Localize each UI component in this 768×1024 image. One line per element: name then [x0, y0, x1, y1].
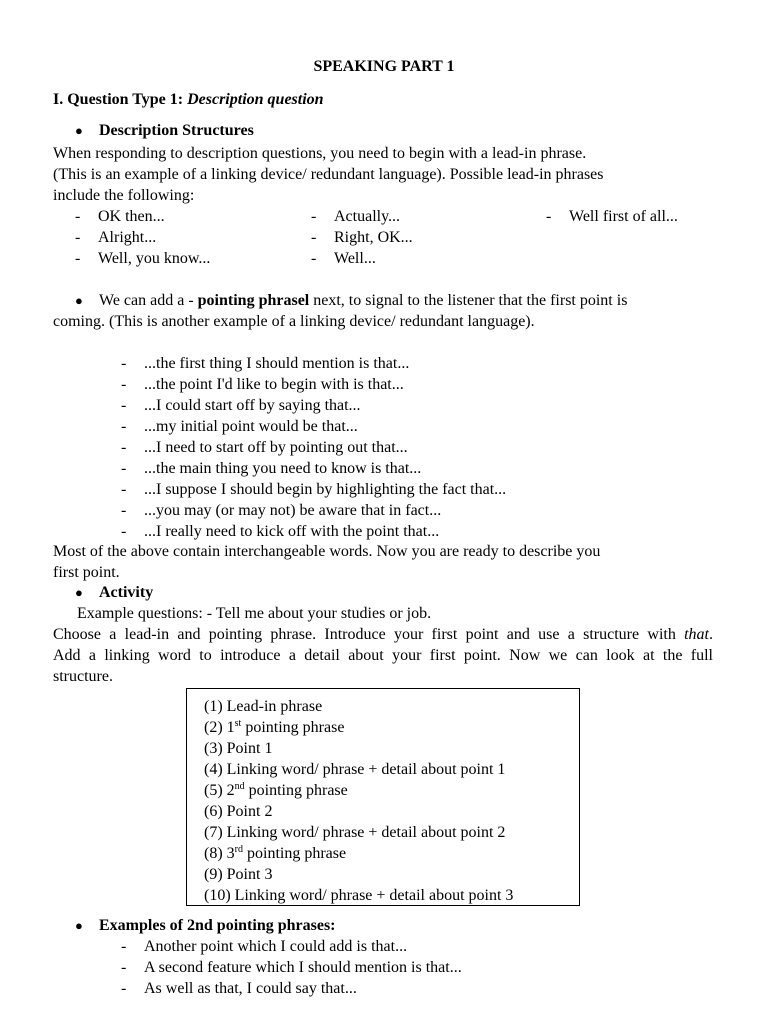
dash-marker: - — [121, 980, 127, 997]
dash-marker: - — [121, 376, 127, 393]
dash-marker: - — [121, 523, 127, 540]
bullet-icon: ● — [75, 918, 83, 933]
ordinal-suffix: nd — [234, 781, 245, 792]
section-heading-2nd-pointing-phrases: Examples of 2nd pointing phrases: — [99, 917, 336, 934]
dash-marker: - — [546, 208, 552, 225]
structure-item-post: pointing phrase — [244, 782, 348, 799]
paragraph-line: structure. — [53, 668, 113, 685]
structure-item-post: pointing phrase — [241, 719, 345, 736]
lead-in-item: Right, OK... — [334, 229, 413, 246]
structure-item: (7) Linking word/ phrase + detail about point 2 — [204, 824, 506, 841]
dash-marker: - — [311, 208, 317, 225]
heading-prefix: I. Question Type 1: — [53, 91, 188, 108]
dash-marker: - — [75, 229, 81, 246]
paragraph-line: first point. — [53, 564, 120, 581]
lead-in-item: Well first of all... — [569, 208, 678, 225]
activity-line1-pre: Choose a lead-in and pointing phrase. Introduce your first point and use a structure with — [53, 626, 685, 643]
structure-item — [204, 717, 344, 738]
ordinal-suffix: st — [234, 718, 242, 729]
pointing-phrase-item: ...I could start off by saying that... — [144, 397, 361, 414]
activity-line1-italic: that — [684, 626, 709, 643]
structure-item: (9) Point 3 — [204, 866, 273, 883]
dash-marker: - — [121, 938, 127, 955]
bullet-icon: ● — [75, 585, 83, 600]
paragraph-line: Add a linking word to introduce a detail about your first point. Now we can look at the full — [53, 647, 713, 664]
dash-marker: - — [121, 481, 127, 498]
dash-marker: - — [121, 397, 127, 414]
pointing-phrase-item: ...the main thing you need to know is that... — [144, 460, 422, 477]
dash-marker: - — [121, 502, 127, 519]
structure-item: (1) Lead-in phrase — [204, 698, 323, 715]
example-phrase-item: A second feature which I should mention is that... — [144, 959, 462, 976]
dash-marker: - — [75, 250, 81, 267]
structure-item-pre: (8) 3 — [204, 845, 235, 862]
dash-marker: - — [121, 460, 127, 477]
heading-italic: Description question — [187, 91, 324, 108]
dash-marker: - — [121, 418, 127, 435]
pointing-phrase-item: ...I really need to kick off with the point that... — [144, 523, 440, 540]
paragraph-line: Most of the above contain interchangeable words. Now you are ready to describe you — [53, 543, 601, 560]
page-title: SPEAKING PART 1 — [313, 58, 455, 75]
structure-item-pre: (2) 1 — [204, 719, 235, 736]
pointing-phrase-item: ...you may (or may not) be aware that in fact... — [144, 502, 442, 519]
pointing-phrase-item: ...I suppose I should begin by highlighting the fact that... — [144, 481, 507, 498]
activity-line1-post: . — [709, 626, 713, 643]
intro-pre: We can add a - — [99, 292, 198, 309]
paragraph-line: When responding to description questions, you need to begin with a lead-in phrase. — [53, 145, 587, 162]
ordinal-suffix: rd — [234, 844, 243, 855]
bullet-icon: ● — [75, 293, 83, 308]
paragraph-line: coming. (This is another example of a linking device/ redundant language). — [53, 313, 535, 330]
dash-marker: - — [75, 208, 81, 225]
dash-marker: - — [121, 439, 127, 456]
lead-in-item: Well... — [334, 250, 376, 267]
example-phrase-item: As well as that, I could say that... — [144, 980, 357, 997]
structure-box — [186, 688, 580, 906]
lead-in-item: OK then... — [98, 208, 165, 225]
example-question: Example questions: - Tell me about your studies or job. — [77, 605, 432, 622]
pointing-phrase-item: ...the first thing I should mention is that... — [144, 355, 410, 372]
structure-item-pre: (5) 2 — [204, 782, 235, 799]
dash-marker: - — [311, 229, 317, 246]
lead-in-item: Actually... — [334, 208, 401, 225]
intro-post: next, to signal to the listener that the first point is — [309, 292, 628, 309]
intro-bold: pointing phrasel — [197, 292, 310, 309]
dash-marker: - — [121, 959, 127, 976]
lead-in-item: Well, you know... — [98, 250, 211, 267]
structure-item: (4) Linking word/ phrase + detail about point 1 — [204, 761, 506, 778]
paragraph-line: (This is an example of a linking device/ redundant language). Possible lead-in phrases — [53, 166, 604, 183]
question-type-heading — [53, 89, 324, 110]
section-heading-activity: Activity — [99, 584, 154, 601]
structure-item: (3) Point 1 — [204, 740, 273, 757]
pointing-phrase-item: ...my initial point would be that... — [144, 418, 358, 435]
pointing-phrase-intro — [99, 290, 627, 311]
dash-marker: - — [121, 355, 127, 372]
dash-marker: - — [311, 250, 317, 267]
section-heading-description-structures: Description Structures — [99, 122, 254, 139]
paragraph-line — [53, 624, 713, 645]
structure-item — [204, 843, 346, 864]
pointing-phrase-item: ...the point I'd like to begin with is that... — [144, 376, 404, 393]
example-phrase-item: Another point which I could add is that... — [144, 938, 408, 955]
pointing-phrase-item: ...I need to start off by pointing out that... — [144, 439, 408, 456]
structure-item-post: pointing phrase — [243, 845, 347, 862]
bullet-icon: ● — [75, 123, 83, 138]
structure-item — [204, 780, 348, 801]
lead-in-item: Alright... — [98, 229, 157, 246]
structure-item: (10) Linking word/ phrase + detail about point 3 — [204, 887, 514, 904]
structure-item: (6) Point 2 — [204, 803, 273, 820]
paragraph-line: include the following: — [53, 187, 195, 204]
